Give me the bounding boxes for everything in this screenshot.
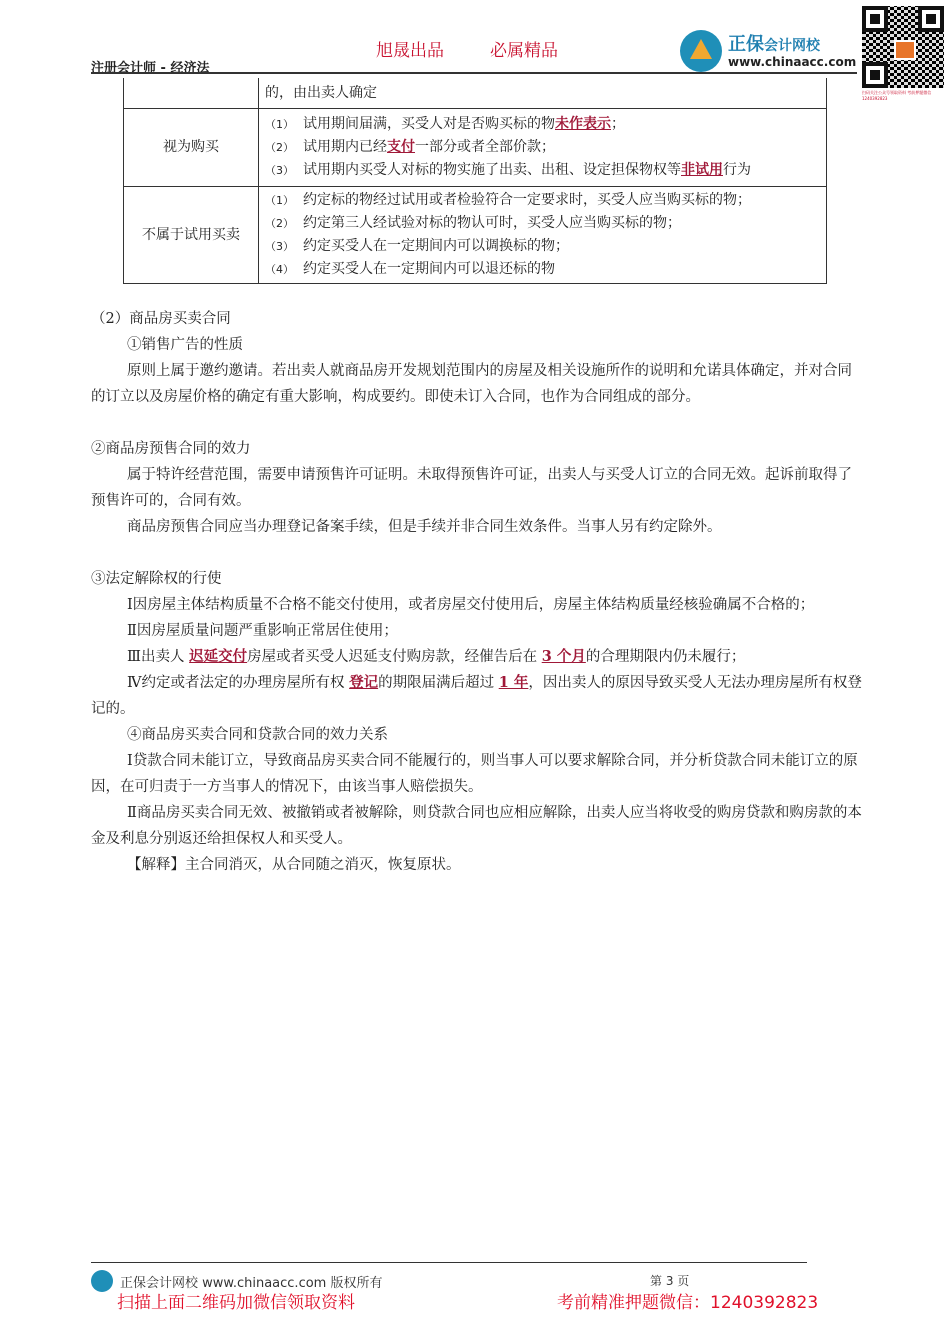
trial-sale-table [123, 78, 827, 284]
subsection-title: ③法定解除权的行使 [91, 571, 222, 587]
row-label-deemed-purchase: 视为购买 [124, 109, 259, 187]
promo-text-left: 扫描上面二维码加微信领取资料 [117, 1293, 355, 1313]
footer-logo-icon [91, 1270, 113, 1292]
paragraph: Ⅱ商品房买卖合同无效、被撤销或者被解除，则贷款合同也应相应解除，出卖人应当将收受的购房贷款和购房款的本金及利息分别返还给担保权人和买受人。 [91, 805, 862, 847]
paragraph: 属于特许经营范围，需要申请预售许可证明。未取得预售许可证，出卖人与买受人订立的合同无效。起诉前取得了预售许可的，合同有效。 [91, 467, 852, 509]
logo-icon [680, 30, 722, 72]
list-item: （3） 试用期内买受人对标的物实施了出卖、出租、设定担保物权等非试用行为 [265, 162, 751, 178]
subsection-title: ①销售广告的性质 [127, 337, 243, 353]
paragraph: Ⅳ约定或者法定的办理房屋所有权 登记的期限届满后超过 1 年，因出卖人的原因导致买受人无法办理房屋所有权登记的。 [91, 674, 862, 717]
promo-text-right: 考前精准押题微信：1240392823 [557, 1293, 819, 1313]
header-slogan [376, 36, 604, 61]
footer-copyright: 正保会计网校 www.chinaacc.com 版权所有 [120, 1276, 383, 1291]
logo-url: www.chinaacc.com [728, 55, 857, 69]
header-divider [91, 72, 857, 74]
paragraph: Ⅱ因房屋质量问题严重影响正常居住使用； [127, 623, 398, 639]
paragraph: Ⅰ因房屋主体结构质量不合格不能交付使用，或者房屋交付使用后，房屋主体结构质量经核验确属不合格的； [127, 597, 815, 613]
table-row [124, 78, 827, 109]
list-item: （2） 试用期内已经支付一部分或者全部价款； [265, 139, 555, 155]
document-body [91, 306, 863, 878]
list-item: （3） 约定买受人在一定期间内可以调换标的物； [265, 238, 569, 254]
subsection-title: ②商品房预售合同的效力 [91, 441, 251, 457]
list-item: （1） 试用期间届满，买受人对是否购买标的物未作表示； [265, 116, 625, 132]
paragraph: Ⅰ贷款合同未能订立，导致商品房买卖合同不能履行的，则当事人可以要求解除合同，并分析贷款合同未能订立的原因，在可归责于一方当事人的情况下，由该当事人赔偿损失。 [91, 753, 858, 795]
paragraph: Ⅲ出卖人 迟延交付房屋或者买受人迟延支付购房款，经催告后在 3 个月的合理期限内仍未履行； [127, 648, 746, 665]
footer-divider [91, 1262, 807, 1263]
qr-caption: 扫码关注公众号领取资料 考前押题微信 1240392823 [862, 90, 932, 101]
subsection-title: ④商品房买卖合同和贷款合同的效力关系 [127, 727, 388, 743]
slogan-part-1: 旭晟出品 [376, 41, 444, 61]
section-heading: （2）商品房买卖合同 [91, 311, 231, 327]
table-row [124, 187, 827, 284]
list-item: （4） 约定买受人在一定期间内可以退还标的物 [265, 261, 555, 277]
table-cell-continued: 的，由出卖人确定 [265, 84, 377, 101]
list-item: （1） 约定标的物经过试用或者检验符合一定要求时，买受人应当购买标的物； [265, 192, 751, 208]
list-item: （2） 约定第三人经试验对标的物认可时，买受人应当购买标的物； [265, 215, 681, 231]
paragraph: 商品房预售合同应当办理登记备案手续，但是手续并非合同生效条件。当事人另有约定除外。 [127, 519, 722, 535]
logo-brand: 正保会计网校 [728, 34, 820, 55]
explanation-note: 【解释】主合同消灭，从合同随之消灭，恢复原状。 [127, 857, 461, 873]
qr-code-icon [862, 6, 944, 88]
row-label-not-trial-sale: 不属于试用买卖 [124, 187, 259, 284]
running-header-title: 注册会计师 - 经济法 [91, 61, 210, 76]
slogan-part-2: 必属精品 [490, 41, 558, 61]
paragraph: 原则上属于邀约邀请。若出卖人就商品房开发规划范围内的房屋及相关设施所作的说明和允诺具体确定，并对合同的订立以及房屋价格的确定有重大影响，构成要约。即使未订入合同，也作为合同组成的部分。 [91, 363, 852, 405]
page-number: 第 3 页 [650, 1274, 690, 1288]
table-row [124, 109, 827, 187]
chinaacc-logo [680, 30, 860, 74]
